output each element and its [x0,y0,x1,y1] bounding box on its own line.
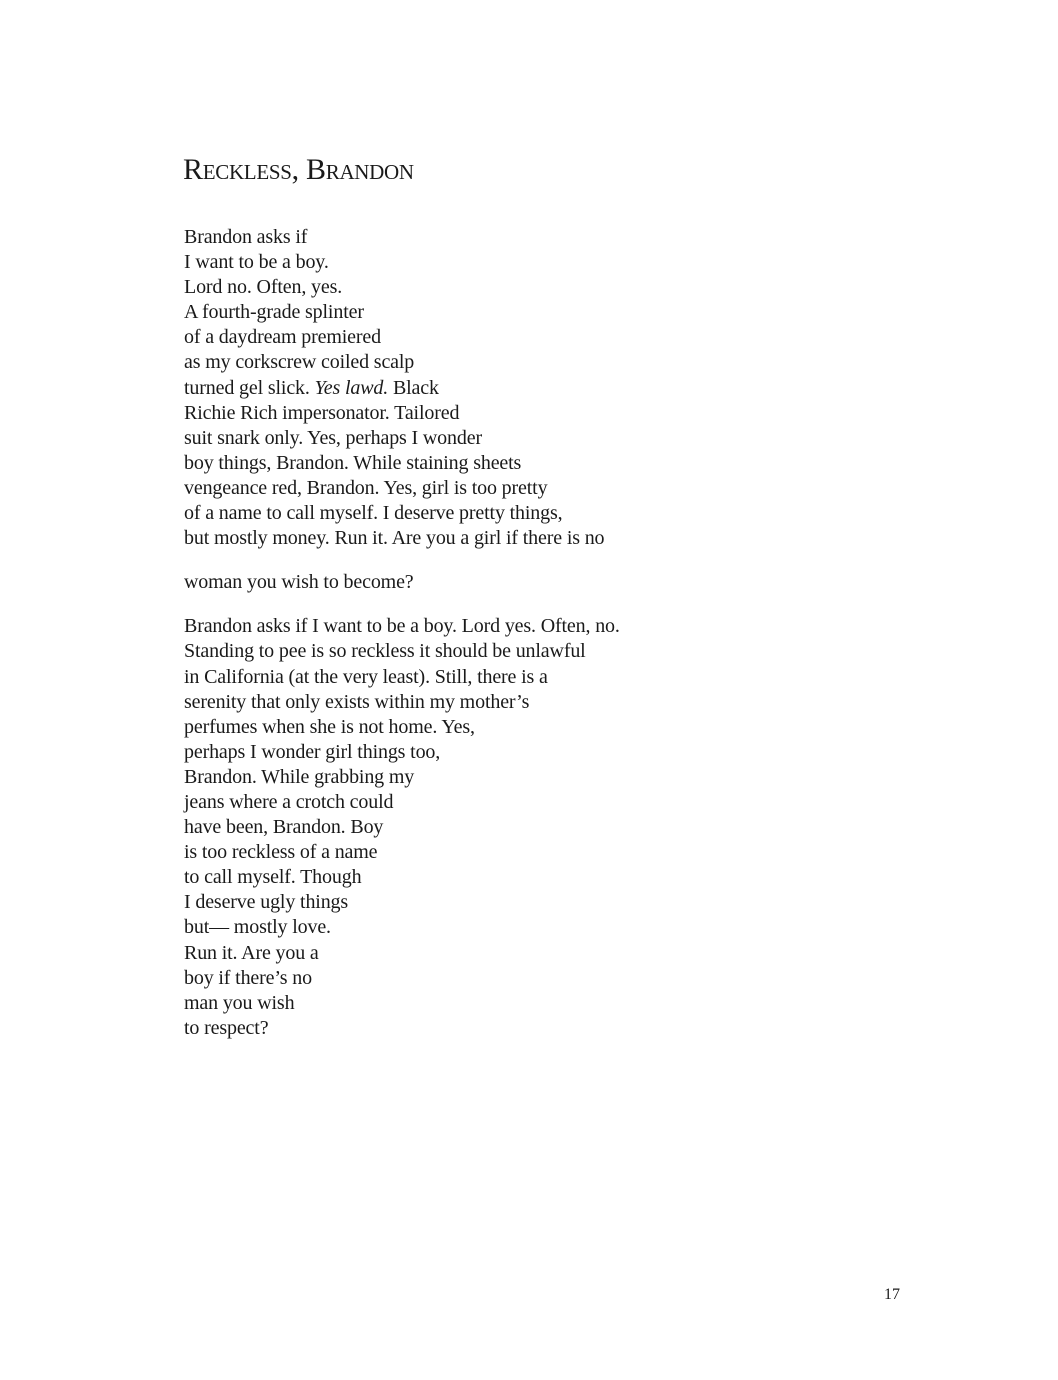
poem-title: Reckless, Brandon [183,153,414,186]
line-text: in California (at the very least). Still, there is a [184,665,548,688]
poem-line [184,715,620,740]
line-text: Run it. Are you a [184,941,319,964]
poem-line [184,665,620,690]
poem-line [184,426,620,451]
poem-line [184,1016,620,1041]
poem-line [184,840,620,865]
poem-line [184,501,620,526]
line-text: jeans where a crotch could [184,790,394,813]
poem-line [184,915,620,940]
poem-line [184,765,620,790]
line-text: of a name to call myself. I deserve pretty things, [184,502,563,525]
line-text: Black [388,376,439,399]
stanza [184,225,620,551]
line-text: Lord no. Often, yes. [184,276,343,299]
line-text: A fourth-grade splinter [184,301,364,324]
line-text: woman you wish to become? [184,571,414,594]
poem-line [184,941,620,966]
line-text: vengeance red, Brandon. Yes, girl is too pretty [184,476,548,499]
poem-line [184,690,620,715]
poem-line [184,526,620,551]
line-text: man you wish [184,991,295,1014]
poem-line [184,790,620,815]
poem-body [184,225,620,1041]
line-text: to call myself. Though [184,866,362,889]
italic-phrase: Yes lawd. [314,376,389,399]
poem-line [184,300,620,325]
poem-line [184,275,620,300]
poem-line [184,890,620,915]
line-text: I want to be a boy. [184,251,329,274]
line-text: of a daydream premiered [184,326,381,349]
line-text: to respect? [184,1016,269,1039]
line-text: suit snark only. Yes, perhaps I wonder [184,426,482,449]
line-text: perhaps I wonder girl things too, [184,740,441,763]
poem-line [184,740,620,765]
line-text: boy if there’s no [184,966,312,989]
poem-line [184,451,620,476]
poem-line [184,250,620,275]
poem-line [184,815,620,840]
line-text: as my corkscrew coiled scalp [184,351,415,374]
line-text: but— mostly love. [184,916,331,939]
poem-line [184,225,620,250]
poem-line [184,325,620,350]
poem-line [184,570,620,595]
poem-line [184,966,620,991]
line-text: I deserve ugly things [184,891,349,914]
line-text: have been, Brandon. Boy [184,816,384,839]
poem-line [184,991,620,1016]
line-text: but mostly money. Run it. Are you a girl if there is no [184,527,605,550]
line-text: is too reckless of a name [184,841,378,864]
line-text: perfumes when she is not home. Yes, [184,715,475,738]
line-text: boy things, Brandon. While staining sheets [184,451,522,474]
poem-line [184,865,620,890]
poem-line [184,376,620,401]
stanza [184,614,620,1041]
line-text: serenity that only exists within my mother’s [184,690,530,713]
line-text: Brandon asks if I want to be a boy. Lord yes. Often, no. [184,615,620,638]
page-number: 17 [884,1286,900,1303]
line-text: Richie Rich impersonator. Tailored [184,401,460,424]
poem-line [184,614,620,639]
poem-line [184,639,620,664]
line-text: turned gel slick. [184,376,315,399]
line-text: Standing to pee is so reckless it should be unlawful [184,640,586,663]
poem-line [184,350,620,375]
poem-line [184,401,620,426]
line-text: Brandon. While grabbing my [184,765,415,788]
line-text: Brandon asks if [184,226,308,248]
poem-line [184,476,620,501]
stanza [184,570,620,595]
